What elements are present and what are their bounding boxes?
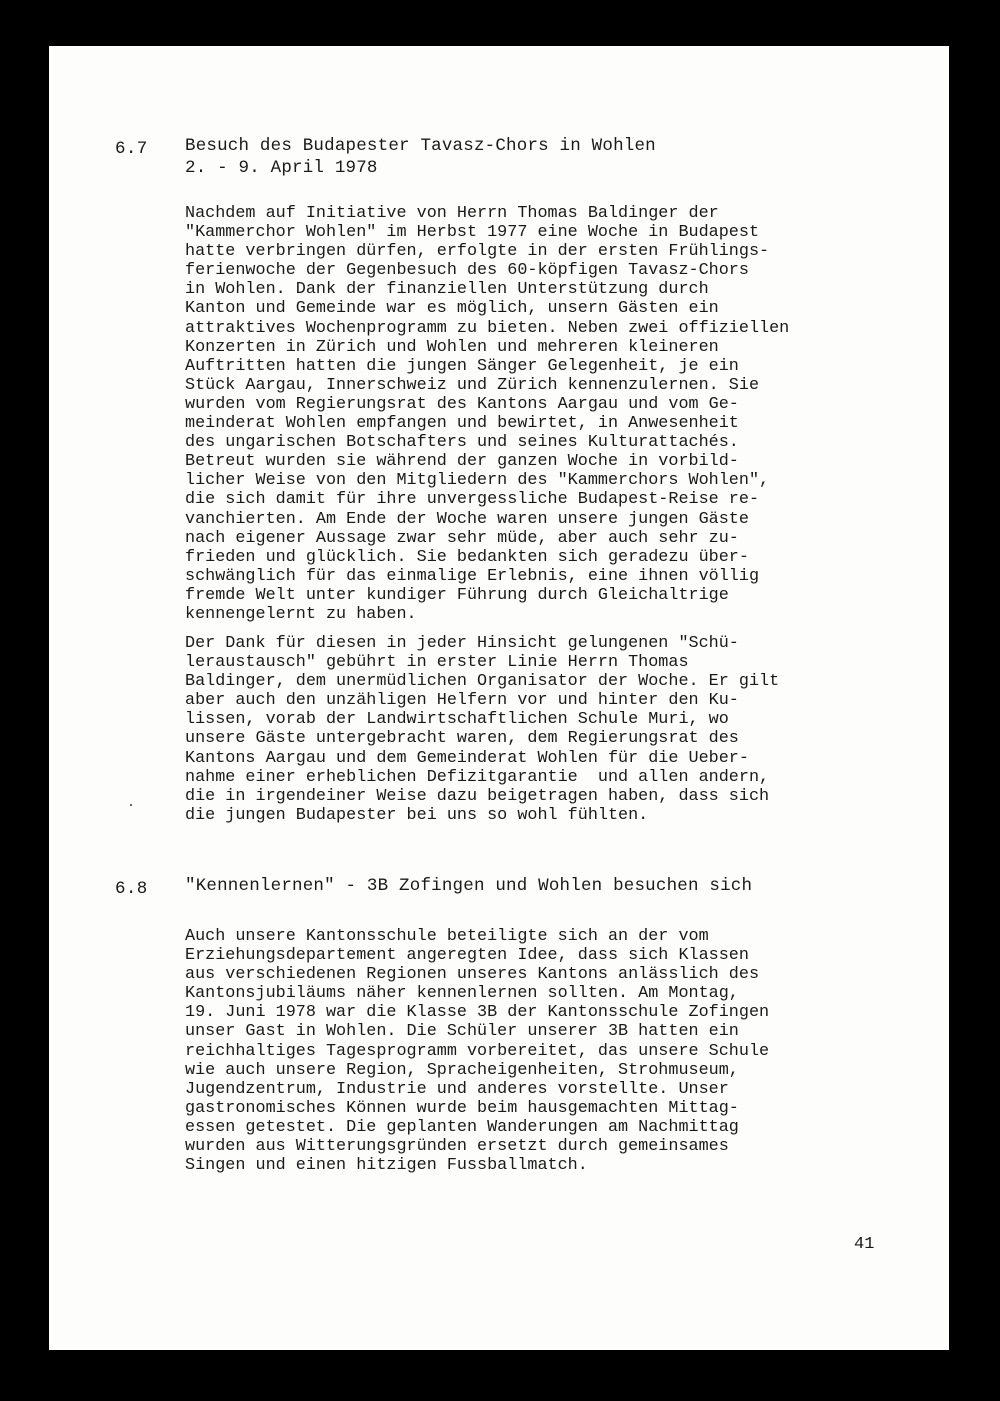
section-date-6-7: 2. - 9. April 1978 — [185, 158, 378, 178]
text-line: unsere Gäste untergebracht waren, dem Regierungsrat des — [185, 729, 739, 749]
text-line: gastronomisches Können wurde beim hausgemachten Mittag- — [185, 1098, 739, 1118]
text-line: reichhaltiges Tagesprogramm vorbereitet, das unsere Schule — [185, 1041, 770, 1061]
section-number-6-7: 6.7 — [115, 139, 148, 159]
text-line: fremde Welt unter kundiger Führung durch Gleichaltrige — [185, 585, 729, 605]
text-line: Jugendzentrum, Industrie und anderes vorstellte. Unser — [185, 1079, 729, 1099]
text-line: wurden aus Witterungsgründen ersetzt durch gemeinsames — [185, 1137, 729, 1157]
text-line: Der Dank für diesen in jeder Hinsicht gelungenen "Schü- — [185, 634, 739, 653]
text-line: Singen und einen hitzigen Fussballmatch. — [185, 1156, 588, 1176]
text-line: Stück Aargau, Innerschweiz und Zürich kennenzulernen. Sie — [185, 375, 760, 395]
text-line: wurden vom Regierungsrat des Kantons Aargau und vom Ge- — [185, 394, 739, 414]
section-6-8-paragraph-1 — [185, 927, 885, 1175]
text-line: wie auch unsere Region, Spracheigenheiten, Strohmuseum, — [185, 1060, 739, 1080]
text-line: licher Weise von den Mitgliedern des "Kammerchors Wohlen", — [185, 471, 770, 491]
section-6-7-paragraph-2 — [185, 634, 885, 825]
text-line: die jungen Budapester bei uns so wohl fühlten. — [185, 805, 649, 825]
text-line: leraustausch" gebührt in erster Linie Herrn Thomas — [185, 653, 689, 673]
text-line: die in irgendeiner Weise dazu beigetragen haben, dass sich — [185, 786, 770, 806]
section-6-7-paragraph-1 — [185, 204, 885, 624]
text-line: Kantons Aargau und dem Gemeinderat Wohlen für die Ueber- — [185, 748, 749, 768]
text-line: nach eigener Aussage zwar sehr müde, aber auch sehr zu- — [185, 528, 739, 548]
text-line: aus verschiedenen Regionen unseres Kantons anlässlich des — [185, 965, 760, 985]
text-line: in Wohlen. Dank der finanziellen Unterstützung durch — [185, 280, 709, 300]
text-line: Kanton und Gemeinde war es möglich, unsern Gästen ein — [185, 299, 719, 319]
text-line: unser Gast in Wohlen. Die Schüler unserer 3B hatten ein — [185, 1022, 739, 1042]
text-line: meinderat Wohlen empfangen und bewirtet, in Anwesenheit — [185, 414, 739, 434]
text-line: vanchierten. Am Ende der Woche waren unsere jungen Gäste — [185, 509, 749, 529]
margin-speck — [130, 804, 132, 806]
text-line: lissen, vorab der Landwirtschaftlichen Schule Muri, wo — [185, 710, 729, 730]
text-line: ferienwoche der Gegenbesuch des 60-köpfigen Tavasz-Chors — [185, 261, 749, 281]
text-line: kennengelernt zu haben. — [185, 604, 417, 624]
text-line: Auftritten hatten die jungen Sänger Gelegenheit, je ein — [185, 356, 739, 376]
section-title-6-7: Besuch des Budapester Tavasz-Chors in Wohlen — [185, 136, 656, 156]
document-page — [49, 46, 949, 1350]
text-line: Auch unsere Kantonsschule beteiligte sich an der vom — [185, 927, 709, 946]
text-line: 19. Juni 1978 war die Klasse 3B der Kantonsschule Zofingen — [185, 1003, 770, 1023]
text-line: "Kammerchor Wohlen" im Herbst 1977 eine Woche in Budapest — [185, 223, 760, 243]
text-line: essen getestet. Die geplanten Wanderungen am Nachmittag — [185, 1117, 739, 1137]
text-line: attraktives Wochenprogramm zu bieten. Neben zwei offiziellen — [185, 318, 790, 338]
text-line: Betreut wurden sie während der ganzen Woche in vorbild- — [185, 452, 739, 472]
section-title-6-8: "Kennenlernen" - 3B Zofingen und Wohlen besuchen sich — [185, 876, 753, 896]
text-line: Baldinger, dem unermüdlichen Organisator der Woche. Er gilt — [185, 672, 780, 692]
text-line: frieden und glücklich. Sie bedankten sich geradezu über- — [185, 547, 749, 567]
text-line: die sich damit für ihre unvergessliche Budapest-Reise re- — [185, 490, 760, 510]
text-line: aber auch den unzähligen Helfern vor und hinter den Ku- — [185, 691, 739, 711]
text-line: Erziehungsdepartement angeregten Idee, dass sich Klassen — [185, 946, 749, 966]
text-line: Konzerten in Zürich und Wohlen und mehreren kleineren — [185, 337, 719, 357]
section-number-6-8: 6.8 — [115, 879, 148, 899]
text-line: hatte verbringen dürfen, erfolgte in der ersten Frühlings- — [185, 242, 770, 262]
page-number: 41 — [854, 1235, 875, 1254]
text-line: nahme einer erheblichen Defizitgarantie und allen andern, — [185, 767, 770, 787]
text-line: schwänglich für das einmalige Erlebnis, eine ihnen völlig — [185, 566, 760, 586]
text-line: Nachdem auf Initiative von Herrn Thomas Baldinger der — [185, 204, 719, 223]
text-line: Kantonsjubiläums näher kennenlernen sollten. Am Montag, — [185, 984, 739, 1004]
text-line: des ungarischen Botschafters und seines Kulturattachés. — [185, 433, 739, 453]
